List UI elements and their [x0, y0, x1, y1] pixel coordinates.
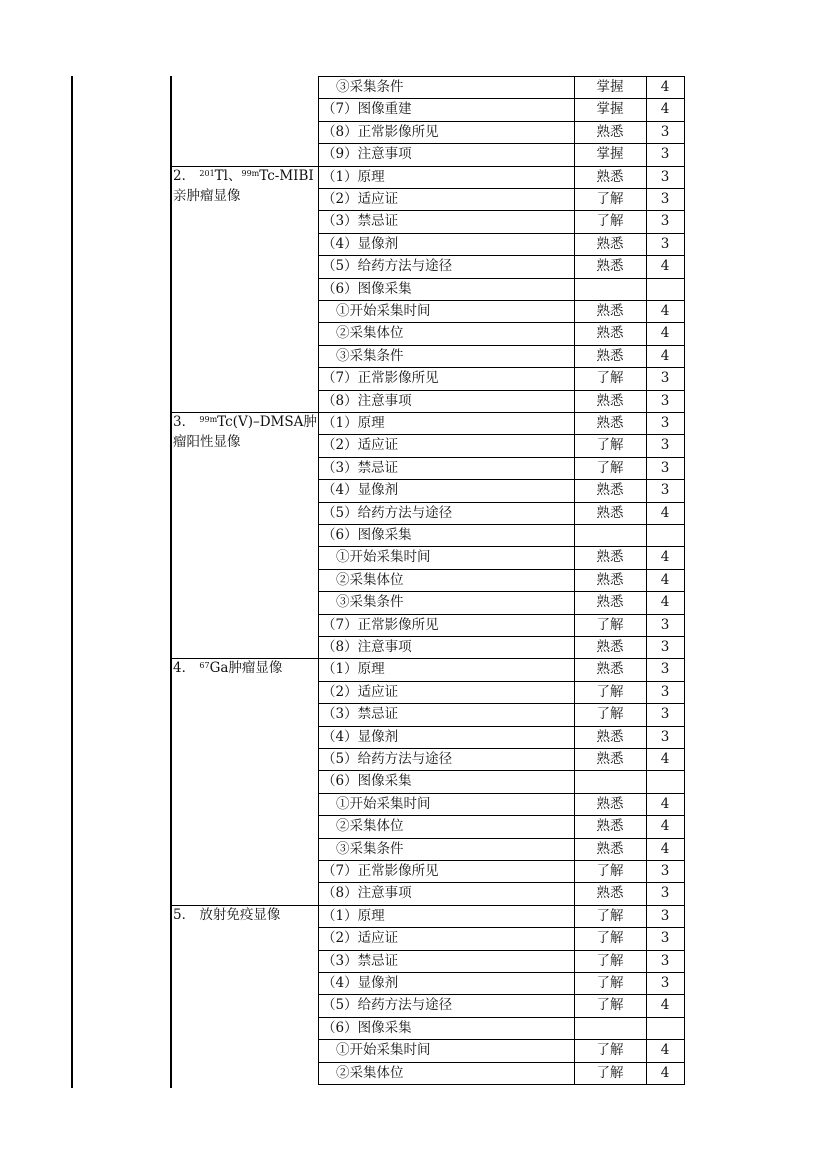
score-cell: 3 — [660, 975, 670, 991]
section-title-text: Tl、 — [214, 167, 242, 184]
item-cell: （2）适应证 — [322, 437, 399, 454]
level-cell: 熟悉 — [596, 795, 624, 812]
level-cell: 了解 — [596, 997, 624, 1014]
score-cell: 3 — [660, 459, 670, 476]
score-cell: 4 — [660, 571, 670, 588]
item-cell: （1）原理 — [322, 661, 385, 678]
item-cell: （4）显像剂 — [322, 975, 399, 991]
level-cell: 了解 — [596, 1064, 624, 1081]
level-cell: 了解 — [596, 437, 624, 454]
level-cell: 掌握 — [596, 146, 624, 163]
level-cell: 熟悉 — [596, 258, 624, 275]
score-cell: 3 — [660, 370, 670, 387]
item-cell: ②采集体位 — [336, 325, 404, 342]
section-number: 5． — [173, 906, 200, 923]
level-cell: 了解 — [596, 930, 624, 947]
score-cell: 4 — [660, 549, 670, 566]
item-cell: （7）正常影像所见 — [322, 616, 439, 633]
score-cell: 3 — [660, 235, 670, 252]
score-cell: 3 — [660, 191, 670, 207]
score-cell: 3 — [660, 437, 670, 454]
level-cell: 了解 — [596, 863, 624, 879]
section-number: 2． — [173, 167, 200, 184]
score-cell: 3 — [660, 616, 670, 633]
section-number: 3． — [173, 414, 200, 430]
score-cell: 3 — [660, 146, 670, 163]
level-cell: 了解 — [596, 370, 624, 387]
score-cell: 4 — [660, 1064, 670, 1081]
item-cell: ③采集条件 — [336, 79, 404, 95]
section-title — [173, 412, 317, 433]
item-cell: （7）正常影像所见 — [322, 370, 439, 387]
item-cell: （5）给药方法与途径 — [322, 997, 453, 1014]
item-cell: （3）禁忌证 — [322, 952, 399, 969]
score-cell: 3 — [660, 907, 670, 924]
score-cell: 3 — [660, 661, 670, 678]
level-cell: 熟悉 — [596, 325, 624, 342]
level-cell: 熟悉 — [596, 549, 624, 566]
section-title-line2: 亲肿瘤显像 — [173, 187, 241, 204]
level-cell: 熟悉 — [596, 661, 624, 678]
level-cell: 熟悉 — [596, 303, 624, 319]
isotope-superscript: 99m — [199, 415, 218, 424]
level-cell: 熟悉 — [596, 818, 624, 835]
item-cell: （8）注意事项 — [322, 392, 412, 409]
score-cell: 4 — [660, 258, 670, 275]
level-cell: 熟悉 — [596, 347, 624, 364]
level-cell: 熟悉 — [596, 728, 624, 745]
score-cell: 4 — [660, 101, 670, 118]
score-cell: 3 — [660, 639, 670, 655]
section-title — [173, 905, 280, 926]
item-cell: （6）图像采集 — [322, 773, 412, 790]
level-cell: 了解 — [596, 907, 624, 924]
item-cell: （3）禁忌证 — [322, 213, 399, 230]
item-cell: （4）显像剂 — [322, 482, 399, 499]
level-cell: 了解 — [596, 952, 624, 969]
item-cell: （2）适应证 — [322, 930, 399, 947]
level-cell: 了解 — [596, 213, 624, 230]
item-cell: （8）正常影像所见 — [322, 123, 439, 140]
score-cell: 3 — [660, 728, 670, 745]
item-cell: （8）注意事项 — [322, 639, 412, 655]
item-cell: （7）图像重建 — [322, 101, 412, 118]
item-cell: （3）禁忌证 — [322, 706, 399, 723]
level-cell: 熟悉 — [596, 571, 624, 588]
score-cell: 3 — [660, 863, 670, 879]
item-cell: ③采集条件 — [336, 594, 404, 611]
score-cell: 4 — [660, 997, 670, 1014]
level-cell: 掌握 — [596, 101, 624, 118]
item-cell: （5）给药方法与途径 — [322, 751, 453, 767]
item-cell: （1）原理 — [322, 168, 385, 185]
level-cell: 了解 — [596, 1042, 624, 1059]
section-title-text: 放射免疫显像 — [199, 906, 281, 923]
table-column-line — [318, 76, 319, 1084]
isotope-superscript: 201 — [199, 168, 215, 178]
score-cell: 4 — [660, 347, 670, 364]
item-cell: ③采集条件 — [336, 347, 404, 364]
score-cell: 3 — [660, 392, 670, 409]
item-cell: ①开始采集时间 — [336, 795, 431, 812]
item-cell: （3）禁忌证 — [322, 459, 399, 476]
item-cell: （5）给药方法与途径 — [322, 504, 453, 521]
item-cell: ②采集体位 — [336, 571, 404, 588]
level-cell: 熟悉 — [596, 168, 624, 185]
score-cell: 4 — [660, 303, 670, 319]
level-cell: 了解 — [596, 683, 624, 700]
level-cell: 熟悉 — [596, 392, 624, 409]
score-cell: 4 — [660, 795, 670, 812]
item-cell: ①开始采集时间 — [336, 1042, 431, 1059]
item-cell: （6）图像采集 — [322, 1019, 412, 1036]
item-cell: （7）正常影像所见 — [322, 863, 439, 879]
section-title-text: Tc-MIBI — [259, 167, 314, 184]
score-cell: 4 — [660, 325, 670, 342]
level-cell: 了解 — [596, 616, 624, 633]
item-cell: （6）图像采集 — [322, 280, 412, 297]
item-cell: ①开始采集时间 — [336, 303, 431, 319]
score-cell: 3 — [660, 706, 670, 723]
section-column-border — [170, 76, 172, 1088]
score-cell: 3 — [660, 482, 670, 499]
score-cell: 3 — [660, 213, 670, 230]
item-cell: （4）显像剂 — [322, 728, 399, 745]
level-cell: 熟悉 — [596, 639, 624, 655]
level-cell: 熟悉 — [596, 840, 624, 857]
score-cell: 4 — [660, 504, 670, 521]
item-cell: ①开始采集时间 — [336, 549, 431, 566]
section-title — [173, 658, 282, 679]
item-cell: ②采集体位 — [336, 818, 404, 835]
item-cell: （9）注意事项 — [322, 146, 412, 163]
item-cell: ③采集条件 — [336, 840, 404, 857]
item-cell: （2）适应证 — [322, 683, 399, 700]
score-cell: 4 — [660, 751, 670, 767]
score-cell: 4 — [660, 594, 670, 611]
section-title-text: Tc(V)–DMSA肿 — [217, 414, 317, 430]
score-cell: 3 — [660, 952, 670, 969]
item-cell: （4）显像剂 — [322, 235, 399, 252]
level-cell: 熟悉 — [596, 415, 624, 431]
level-cell: 了解 — [596, 706, 624, 723]
score-cell: 3 — [660, 168, 670, 185]
level-cell: 掌握 — [596, 79, 624, 95]
level-cell: 熟悉 — [596, 235, 624, 252]
section-title-text: Ga肿瘤显像 — [209, 660, 283, 677]
isotope-superscript: 67 — [199, 661, 210, 671]
score-cell: 3 — [660, 123, 670, 140]
score-cell: 4 — [660, 79, 670, 95]
level-cell: 熟悉 — [596, 482, 624, 499]
item-cell: ②采集体位 — [336, 1064, 404, 1081]
section-title-line2: 瘤阳性显像 — [173, 434, 241, 450]
score-cell: 4 — [660, 840, 670, 857]
score-cell: 3 — [660, 930, 670, 947]
level-cell: 了解 — [596, 459, 624, 476]
table-column-line — [684, 76, 685, 1084]
level-cell: 熟悉 — [596, 751, 624, 767]
score-cell: 3 — [660, 885, 670, 902]
item-cell: （5）给药方法与途径 — [322, 258, 453, 275]
outer-border-line — [71, 76, 73, 1088]
item-cell: （8）注意事项 — [322, 885, 412, 902]
table-row-line — [318, 1084, 685, 1085]
score-cell: 4 — [660, 818, 670, 835]
item-cell: （1）原理 — [322, 907, 385, 924]
level-cell: 熟悉 — [596, 504, 624, 521]
level-cell: 熟悉 — [596, 123, 624, 140]
section-title — [173, 166, 314, 187]
score-cell: 4 — [660, 1042, 670, 1059]
level-cell: 了解 — [596, 975, 624, 991]
level-cell: 熟悉 — [596, 594, 624, 611]
isotope-superscript: 99m — [241, 168, 260, 178]
item-cell: （1）原理 — [322, 415, 385, 431]
section-number: 4． — [173, 660, 200, 677]
level-cell: 了解 — [596, 191, 624, 207]
score-cell: 3 — [660, 683, 670, 700]
level-cell: 熟悉 — [596, 885, 624, 902]
score-cell: 3 — [660, 415, 670, 431]
item-cell: （6）图像采集 — [322, 527, 412, 543]
item-cell: （2）适应证 — [322, 191, 399, 207]
